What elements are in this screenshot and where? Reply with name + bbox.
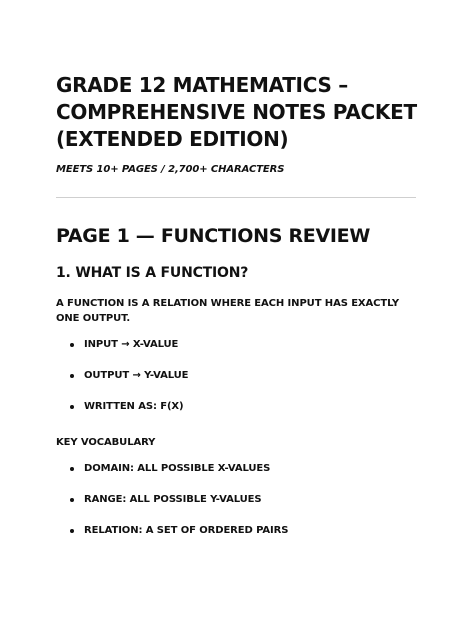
list-item [70,462,418,476]
bullet-icon [70,343,74,347]
title-line-2: COMPREHENSIVE NOTES PACKET [56,100,417,124]
list-item [70,400,418,414]
vocabulary-list [56,462,418,538]
title-line-3: (EXTENDED EDITION) [56,127,289,151]
document-page [56,72,418,538]
function-bullet-list [56,338,418,414]
document-title [56,72,418,153]
vocab-definition: ALL POSSIBLE X-VALUES [137,463,271,474]
list-item-text: WRITTEN AS: F(X) [84,401,184,412]
list-item [70,338,418,352]
function-definition: A FUNCTION IS A RELATION WHERE EACH INPUT HAS EXACTLY ONE OUTPUT. [56,298,399,324]
vocabulary-heading: KEY VOCABULARY [56,437,156,448]
title-line-1: GRADE 12 MATHEMATICS – [56,73,348,97]
list-item [70,524,418,538]
bullet-icon [70,529,74,533]
vocab-term: RELATION: [84,525,143,536]
document-meta: MEETS 10+ PAGES / 2,700+ CHARACTERS [56,164,285,175]
vocab-definition: A SET OF ORDERED PAIRS [145,525,289,536]
list-item [70,369,418,383]
vocab-term: DOMAIN: [84,463,134,474]
divider [56,197,416,198]
vocab-definition: ALL POSSIBLE Y-VALUES [129,494,262,505]
list-item-text: INPUT → X-VALUE [84,339,179,350]
section-heading: 1. WHAT IS A FUNCTION? [56,265,249,281]
bullet-icon [70,467,74,471]
page-heading: PAGE 1 — FUNCTIONS REVIEW [56,225,370,247]
vocab-term: RANGE: [84,494,127,505]
bullet-icon [70,374,74,378]
bullet-icon [70,498,74,502]
list-item-text: OUTPUT → Y-VALUE [84,370,189,381]
list-item [70,493,418,507]
bullet-icon [70,405,74,409]
